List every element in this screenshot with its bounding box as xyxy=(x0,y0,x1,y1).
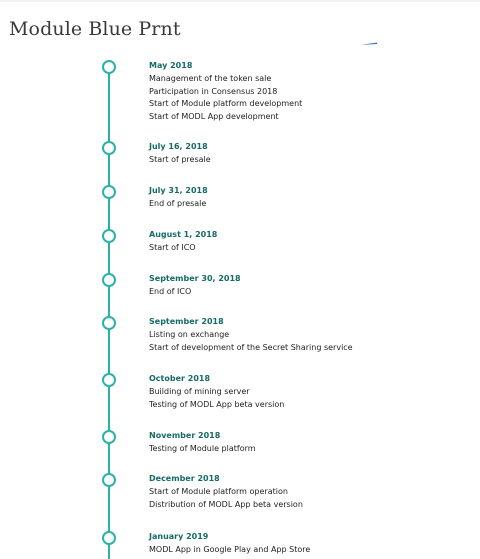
milestone-item: End of presale xyxy=(149,199,207,208)
milestone-date: December 2018 xyxy=(149,474,220,483)
milestone-item: Testing of Module platform xyxy=(149,444,256,453)
milestone-date: August 1, 2018 xyxy=(149,230,218,239)
milestone-item: Building of mining server xyxy=(149,387,250,396)
milestone-content xyxy=(149,430,469,456)
milestone-item: MODL App in Google Play and App Store xyxy=(149,545,311,554)
milestone-content xyxy=(149,373,469,411)
timeline-node-icon xyxy=(102,273,116,287)
milestone-content xyxy=(149,316,469,354)
milestone-content xyxy=(149,185,469,211)
milestone-content xyxy=(149,229,469,255)
milestone-date: November 2018 xyxy=(149,431,221,440)
milestone-item: Management of the token sale xyxy=(149,74,272,83)
milestone-date: September 30, 2018 xyxy=(149,274,241,283)
milestone-item: Start of presale xyxy=(149,155,211,164)
milestone-item: Distribution of MODL App beta version xyxy=(149,499,303,509)
milestone-date: July 31, 2018 xyxy=(149,186,208,195)
milestone-content xyxy=(149,531,469,557)
timeline-node-icon xyxy=(102,531,116,545)
milestone-item: Listing on exchange xyxy=(149,330,230,339)
milestone-content xyxy=(149,473,469,511)
milestone-item: Start of Module platform operation xyxy=(149,487,288,496)
milestone-item: Start of ICO xyxy=(149,243,196,252)
timeline-node-icon xyxy=(102,473,116,487)
milestone-date: September 2018 xyxy=(149,317,224,326)
milestone-content xyxy=(149,60,469,123)
milestone-item: Start of MODL App development xyxy=(149,111,279,121)
timeline-node-icon xyxy=(102,141,116,155)
timeline-node-icon xyxy=(102,373,116,387)
milestone-item: Start of Module platform development xyxy=(149,99,303,108)
milestone-content xyxy=(149,141,469,167)
milestone-date: January 2019 xyxy=(149,532,209,541)
milestone-item: End of ICO xyxy=(149,287,192,296)
milestone-date: October 2018 xyxy=(149,374,211,383)
timeline-node-icon xyxy=(102,229,116,243)
timeline-node-icon xyxy=(102,185,116,199)
page-title: Module Blue Prnt xyxy=(9,18,181,40)
milestone-date: July 16, 2018 xyxy=(149,142,208,151)
milestone-item: Testing of MODL App beta version xyxy=(149,399,285,409)
milestone-content xyxy=(149,273,469,299)
timeline-node-icon xyxy=(102,430,116,444)
milestone-date: May 2018 xyxy=(149,61,193,70)
milestone-item: Participation in Consensus 2018 xyxy=(149,86,278,96)
timeline-node-icon xyxy=(102,60,116,74)
timeline-node-icon xyxy=(102,316,116,330)
milestone-item: Start of development of the Secret Sharing service xyxy=(149,342,353,352)
